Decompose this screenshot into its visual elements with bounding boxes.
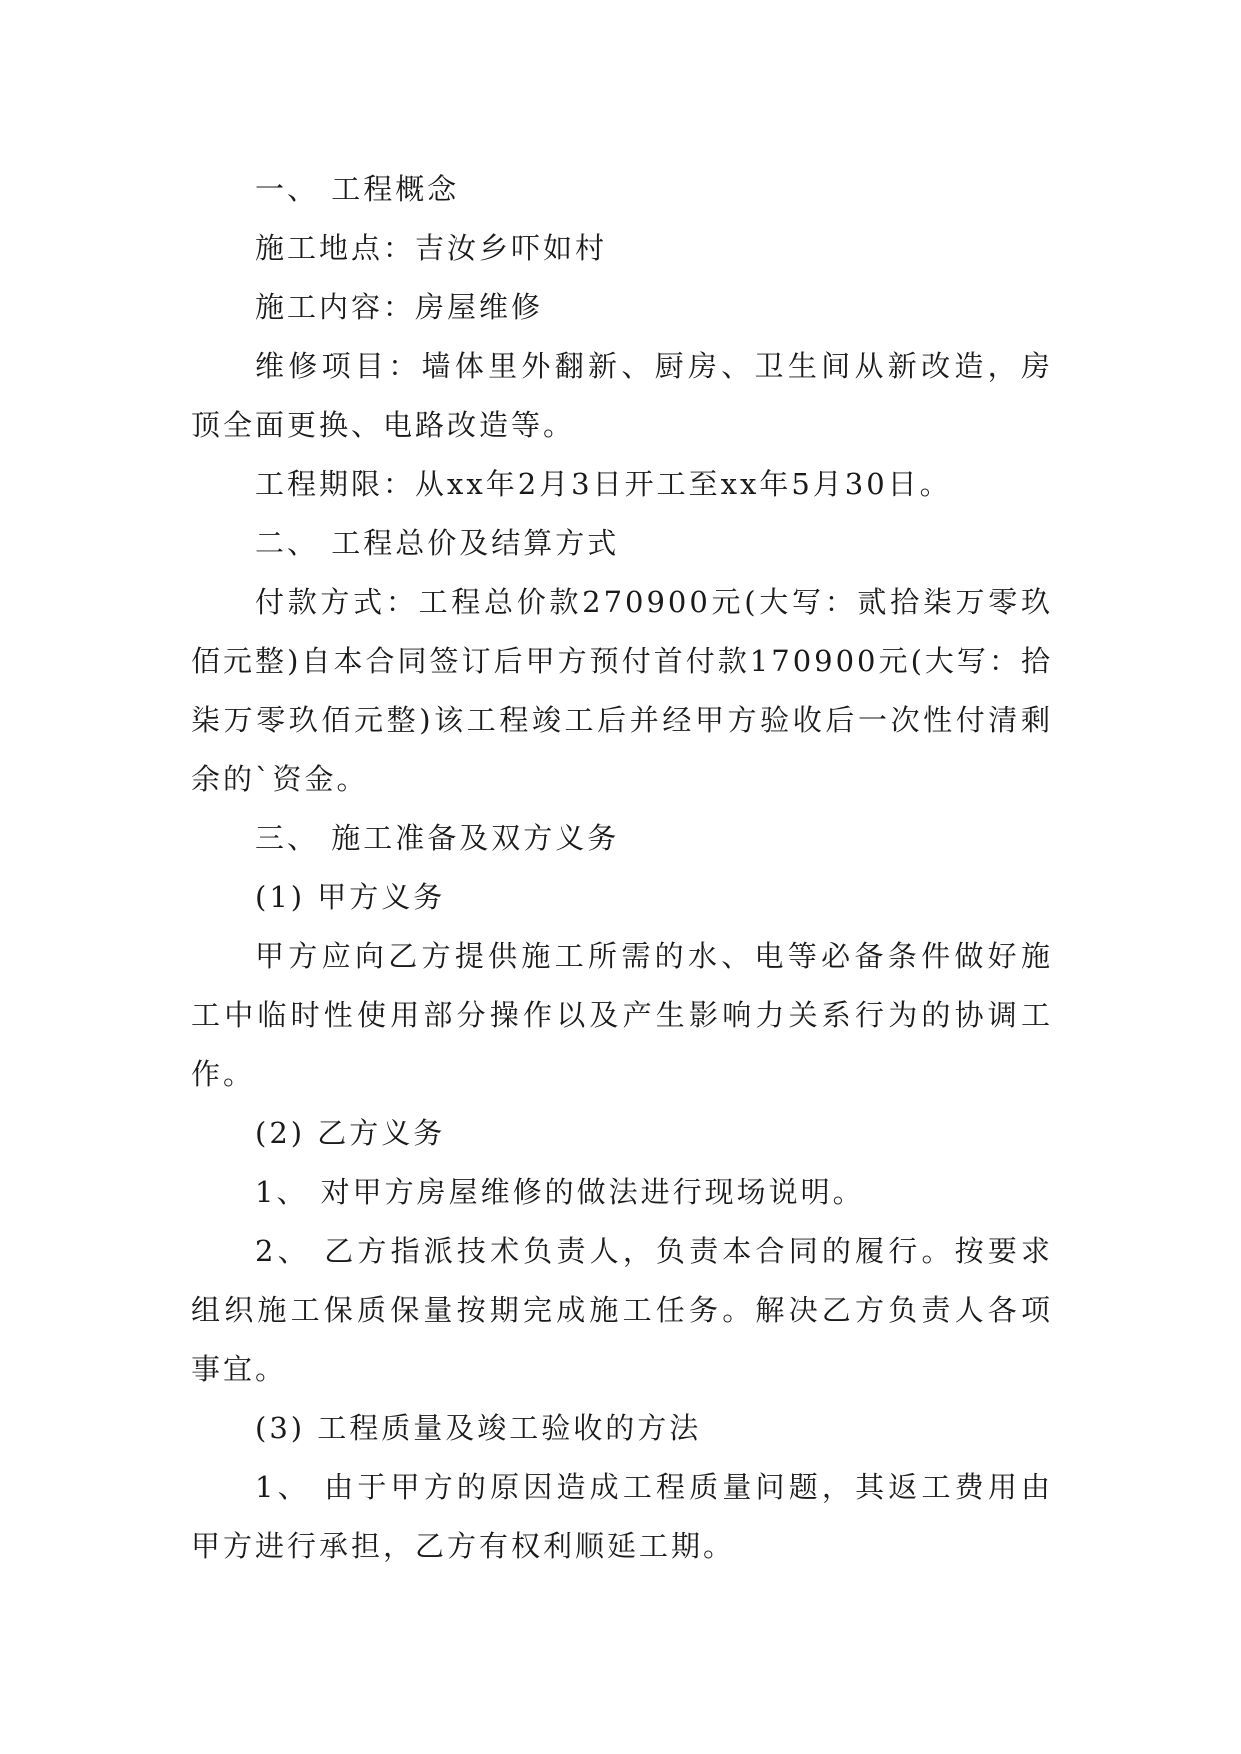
party-b-obligation-1: 1、 对甲方房屋维修的做法进行现场说明。: [255, 1175, 865, 1209]
section-heading-project-concept: 一、 工程概念: [255, 172, 460, 206]
section-heading-price-settlement: 二、 工程总价及结算方式: [255, 526, 620, 560]
construction-content: 施工内容：房屋维修: [255, 290, 544, 324]
document-page: [191, 160, 1053, 1576]
subheading-quality-acceptance: (3) 工程质量及竣工验收的方法: [255, 1411, 702, 1445]
party-b-obligation-2: 2、 乙方指派技术负责人，负责本合同的履行。按要求组织施工保质保量按期完成施工任务。解决乙方负责人各项事宜。: [191, 1234, 1053, 1386]
party-a-obligations-text: 甲方应向乙方提供施工所需的水、电等必备条件做好施工中临时性使用部分操作以及产生影响力关系行为的协调工作。: [191, 939, 1053, 1091]
quality-clause-1: 1、 由于甲方的原因造成工程质量问题，其返工费用由甲方进行承担，乙方有权利顺延工期。: [191, 1470, 1053, 1563]
project-period: 工程期限：从xx年2月3日开工至xx年5月30日。: [255, 467, 952, 501]
subheading-party-a-obligations: (1) 甲方义务: [255, 880, 446, 914]
subheading-party-b-obligations: (2) 乙方义务: [255, 1116, 446, 1150]
repair-items: 维修项目：墙体里外翻新、厨房、卫生间从新改造，房顶全面更换、电路改造等。: [191, 349, 1053, 442]
section-heading-preparation-obligations: 三、 施工准备及双方义务: [255, 821, 620, 855]
construction-location: 施工地点：吉汝乡吓如村: [255, 231, 608, 265]
payment-method: 付款方式：工程总价款270900元(大写：贰拾柒万零玖佰元整)自本合同签订后甲方预付首付款170900元(大写：拾柒万零玖佰元整)该工程竣工后并经甲方验收后一次性付清剩余的`资金。: [191, 585, 1053, 796]
